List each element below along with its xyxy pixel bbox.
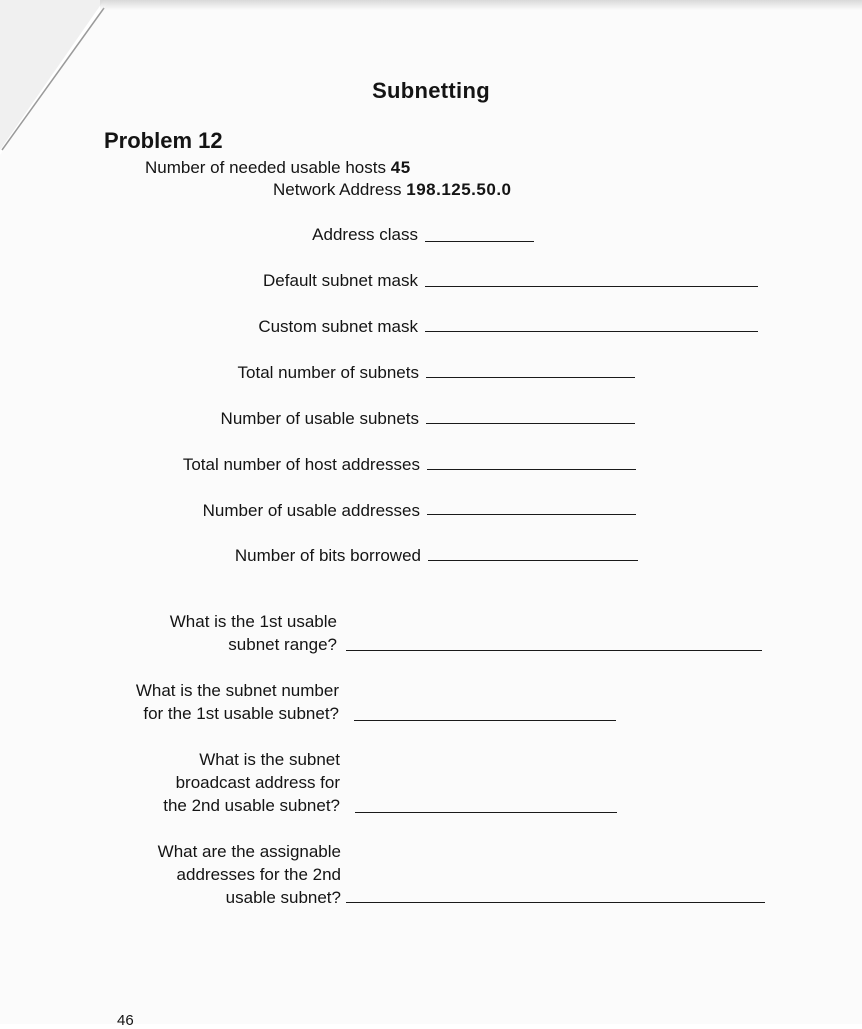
problem-heading: Problem 12 [104,128,223,153]
question-2-line-2: for the 1st usable subnet? [143,704,339,723]
answer-line-question-2[interactable] [354,720,616,721]
answer-line-bits-borrowed[interactable] [428,560,638,561]
field-label-usable-addresses: Number of usable addresses [202,501,420,520]
answer-line-address-class[interactable] [425,241,534,242]
field-label-custom-subnet-mask: Custom subnet mask [258,317,418,336]
field-label-bits-borrowed: Number of bits borrowed [234,546,421,565]
network-row [273,181,512,198]
hosts-label: Number of needed usable hosts [145,158,386,177]
field-label-total-subnets: Total number of subnets [237,363,419,382]
answer-line-usable-subnets[interactable] [426,423,635,424]
field-label-usable-subnets: Number of usable subnets [220,409,419,428]
page-title [0,78,862,104]
answer-line-total-host-addresses[interactable] [427,469,636,470]
answer-line-total-subnets[interactable] [426,377,635,378]
top-edge-shadow [100,0,862,10]
question-3-line-2: broadcast address for [175,773,340,792]
answer-line-default-subnet-mask[interactable] [425,286,758,287]
question-2-line-1: What is the subnet number [135,681,339,700]
field-label-total-host-addresses: Total number of host addresses [182,455,420,474]
question-3-line-1: What is the subnet [199,750,340,769]
question-4 [158,840,341,909]
field-label-default-subnet-mask: Default subnet mask [263,271,418,290]
question-1-line-2: subnet range? [228,635,337,654]
question-4-line-2: addresses for the 2nd [176,865,341,884]
answer-line-question-3[interactable] [355,812,617,813]
network-label: Network Address [273,180,402,199]
hosts-value: 45 [390,158,411,177]
question-4-line-3: usable subnet? [225,888,341,907]
question-1 [170,610,337,656]
field-label-address-class: Address class [312,225,418,244]
question-1-line-1: What is the 1st usable [169,612,337,631]
answer-line-question-4[interactable] [346,902,765,903]
hosts-row [145,159,411,176]
question-2 [136,679,339,725]
network-value: 198.125.50.0 [406,180,512,199]
question-3 [163,748,340,817]
answer-line-custom-subnet-mask[interactable] [425,331,758,332]
page-title-text: Subnetting [372,78,490,103]
page-number: 46 [117,1012,134,1029]
answer-line-usable-addresses[interactable] [427,514,636,515]
question-4-line-1: What are the assignable [157,842,341,861]
answer-line-question-1[interactable] [346,650,762,651]
question-3-line-3: the 2nd usable subnet? [163,796,340,815]
